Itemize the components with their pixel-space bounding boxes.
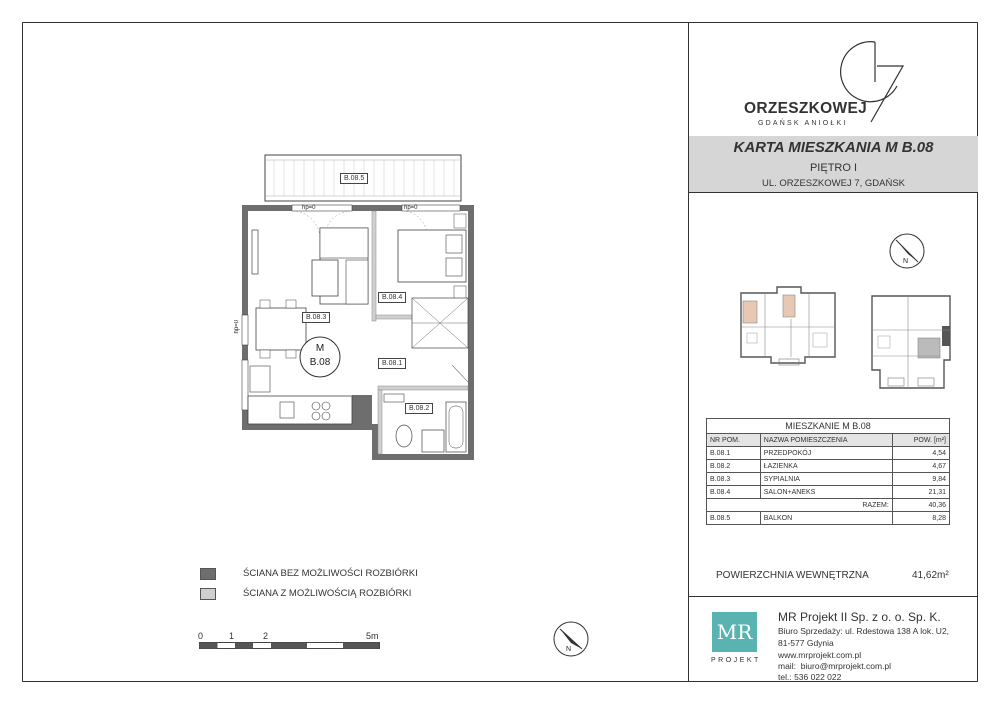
internal-area-value: 41,62m² — [912, 570, 949, 581]
company-city: 81-577 Gdynia — [778, 638, 834, 648]
company-logo-word: PROJEKT — [711, 657, 761, 664]
legend-swatch-permanent-wall — [200, 568, 216, 580]
row-area: 9,84 — [892, 473, 949, 486]
room-tag-bathroom: B.08.2 — [405, 403, 433, 414]
apartment-badge-top: M — [315, 343, 325, 354]
col-header-area: POW. [m²] — [892, 434, 949, 447]
card-title: KARTA MIESZKANIA M B.08 — [733, 139, 934, 156]
key-plan-building-a — [735, 283, 843, 369]
company-office: Biuro Sprzedaży: ul. Rdestowa 138 A lok. U2, — [778, 626, 950, 636]
table-total-row — [707, 499, 950, 512]
apartment-area-table — [706, 418, 950, 525]
company-logo-mark: MR — [716, 620, 753, 644]
total-label: RAZEM: — [707, 499, 893, 512]
row-area: 4,67 — [892, 460, 949, 473]
row-nr: B.08.2 — [707, 460, 761, 473]
address-label: UL. ORZESZKOWEJ 7, GDAŃSK — [761, 178, 906, 189]
col-header-nr: NR POM. — [707, 434, 761, 447]
table-header-row — [707, 434, 950, 447]
brand-subtitle: GDAŃSK ANIOŁKI — [758, 120, 848, 127]
row-area: 21,31 — [892, 486, 949, 499]
floor-label: PIĘTRO I — [809, 162, 858, 174]
row-nr: B.08.5 — [707, 512, 761, 525]
sill-label-2: hp=0 — [404, 205, 418, 211]
table-row — [707, 473, 950, 486]
row-name: ŁAZIENKA — [760, 460, 892, 473]
key-plan-building-b — [864, 290, 960, 396]
brand-name: ORZESZKOWEJ — [744, 100, 868, 117]
room-tag-hall: B.08.1 — [378, 358, 406, 369]
col-header-name: NAZWA POMIESZCZENIA — [760, 434, 892, 447]
row-name: BALKON — [760, 512, 892, 525]
legend-permanent-wall: ŚCIANA BEZ MOŻLIWOŚCI ROZBIÓRKI — [243, 568, 418, 579]
row-name: SALON+ANEKS — [760, 486, 892, 499]
table-row — [707, 486, 950, 499]
title-block-divider — [688, 22, 689, 682]
title-band-bottom-line — [689, 192, 978, 193]
apartment-floor-plan — [232, 150, 492, 465]
company-phone-line — [778, 672, 841, 682]
room-tag-balcony: B.08.5 — [340, 173, 368, 184]
company-website[interactable]: www.mrprojekt.com.pl — [778, 650, 862, 660]
scale-bar — [199, 642, 381, 650]
row-name: PRZEDPOKÓJ — [760, 447, 892, 460]
sill-label-1: hp=0 — [302, 205, 316, 211]
scale-tick-5: 5m — [366, 631, 379, 641]
table-row — [707, 460, 950, 473]
table-row — [707, 512, 950, 525]
company-email[interactable]: biuro@mrprojekt.com.pl — [800, 661, 892, 671]
table-row — [707, 447, 950, 460]
legend-removable-wall: ŚCIANA Z MOŻLIWOŚCIĄ ROZBIÓRKI — [243, 588, 412, 599]
row-nr: B.08.4 — [707, 486, 761, 499]
row-area: 8,28 — [892, 512, 949, 525]
total-value: 40,36 — [892, 499, 949, 512]
legend-swatch-removable-wall — [200, 588, 216, 600]
north-label-bottom: N — [566, 646, 572, 653]
company-section-line — [689, 596, 978, 597]
row-name: SYPIALNIA — [760, 473, 892, 486]
room-tag-living: B.08.4 — [378, 292, 406, 303]
phone-label: tel.: — [778, 672, 792, 682]
room-tag-bedroom: B.08.3 — [302, 312, 330, 323]
scale-tick-0: 0 — [198, 631, 204, 641]
internal-area-label: POWIERZCHNIA WEWNĘTRZNA — [716, 570, 869, 581]
email-label: mail: — [778, 661, 796, 671]
company-name: MR Projekt II Sp. z o. o. Sp. K. — [778, 610, 941, 624]
sill-label-3: hp=0 — [234, 320, 240, 334]
scale-tick-2: 2 — [263, 631, 269, 641]
company-email-line — [778, 661, 891, 671]
north-label: N — [903, 258, 909, 265]
company-phone[interactable]: 536 022 022 — [794, 672, 842, 682]
scale-tick-1: 1 — [229, 631, 235, 641]
apartment-badge-bottom: B.08 — [309, 357, 331, 368]
table-title: MIESZKANIE M B.08 — [707, 419, 950, 434]
row-area: 4,54 — [892, 447, 949, 460]
row-nr: B.08.3 — [707, 473, 761, 486]
row-nr: B.08.1 — [707, 447, 761, 460]
